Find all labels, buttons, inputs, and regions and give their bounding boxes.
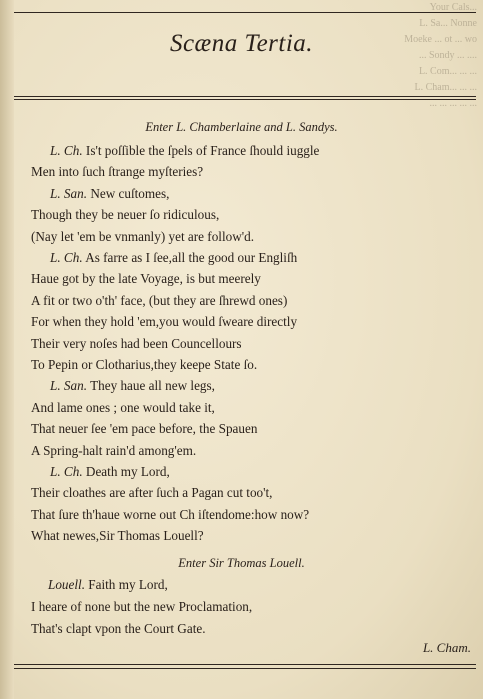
bleed-line: L. Com... ... ... <box>418 66 477 77</box>
bleed-line: ... Sondy ... .... <box>418 50 477 61</box>
verse-line <box>31 620 206 638</box>
verse-line <box>50 142 319 160</box>
line-text: That ſure th'haue worne out Ch iſtendome:how now? <box>31 506 310 522</box>
verse-line <box>48 576 168 594</box>
line-text: That's clapt vpon the Court Gate. <box>31 621 206 636</box>
bleed-line: Your Cals... <box>429 2 477 13</box>
speaker-name: L. San. <box>50 378 88 394</box>
speaker-name: L. Ch. <box>50 250 83 265</box>
stage-direction-enter-chamberlaine: Enter L. Chamberlaine and L. Sandys. <box>145 120 338 134</box>
top-rule <box>14 12 476 13</box>
verse-line <box>31 527 204 545</box>
catchword: L. Cham. <box>422 640 471 655</box>
bleed-line: Moeke ... ot ... wo <box>404 34 477 45</box>
speaker-name: L. Ch. <box>50 464 83 479</box>
line-text: They haue all new legs, <box>87 378 215 394</box>
line-text: Men into ſuch ſtrange myſteries? <box>31 164 204 180</box>
speaker-name: L. San. <box>50 185 88 201</box>
bleed-line: L. Sa... Nonne <box>419 18 477 29</box>
line-text: Faith my Lord, <box>85 577 168 592</box>
line-text: Is't poſſible the ſpels of France ſhould iuggle <box>82 143 320 158</box>
line-text: What newes,Sir Thomas Louell? <box>31 528 204 544</box>
verse-line <box>31 206 219 224</box>
verse-line <box>31 228 254 246</box>
title-rule <box>14 96 476 97</box>
verse-line <box>31 506 309 524</box>
line-text: For when they hold 'em,you would ſweare directly <box>31 314 298 330</box>
bottom-rule <box>14 664 476 665</box>
title-rule-thin <box>14 99 476 100</box>
page-gutter <box>0 0 14 699</box>
verse-line <box>50 377 215 395</box>
line-text: A fit or two o'th' face, (but they are ſhrewd ones) <box>31 292 288 308</box>
verse-line <box>31 442 196 460</box>
scene-title: Scæna Tertia. <box>169 30 314 57</box>
verse-line <box>31 292 287 310</box>
line-text: (Nay let 'em be vnmanly) yet are follow'd. <box>31 228 255 244</box>
line-text: A Spring-halt rain'd among'em. <box>31 442 197 458</box>
line-text: New cuſtomes, <box>87 185 170 201</box>
line-text: Though they be neuer ſo ridiculous, <box>31 207 220 223</box>
speaker-name: L. Ch. <box>50 143 83 158</box>
verse-line <box>31 270 261 288</box>
line-text: Haue got by the late Voyage, is but meerely <box>31 271 261 287</box>
line-text: As farre as I ſee,all the good our Engliſh <box>82 250 298 265</box>
bleed-line: L. Cham... ... ... <box>414 82 477 93</box>
stage-direction-enter-louell: Enter Sir Thomas Louell. <box>178 556 305 570</box>
verse-line <box>50 463 170 481</box>
line-text: Their cloathes are after ſuch a Pagan cut too't, <box>31 485 273 501</box>
verse-line <box>50 185 169 203</box>
verse-line <box>31 356 257 374</box>
line-text: Death my Lord, <box>82 464 170 479</box>
line-text: And lame ones ; one would take it, <box>31 399 215 415</box>
verse-line <box>31 313 297 331</box>
line-text: To Pepin or Clotharius,they keepe State ſo. <box>31 357 258 372</box>
line-text: Their very noſes had been Councellours <box>31 335 242 351</box>
verse-line <box>31 484 272 502</box>
verse-line <box>31 399 215 417</box>
verse-line <box>31 420 257 438</box>
line-text: I heare of none but the new Proclamation, <box>31 599 253 614</box>
verse-line <box>31 335 242 353</box>
verse-line <box>31 163 203 181</box>
bleed-line: ... ... ... ... ... <box>429 98 477 109</box>
verse-line <box>50 249 297 267</box>
bottom-rule-thin <box>14 668 476 669</box>
verse-line <box>31 598 252 616</box>
speaker-name: Louell. <box>48 577 85 592</box>
line-text: That neuer ſee 'em pace before, the Spauen <box>31 421 258 437</box>
